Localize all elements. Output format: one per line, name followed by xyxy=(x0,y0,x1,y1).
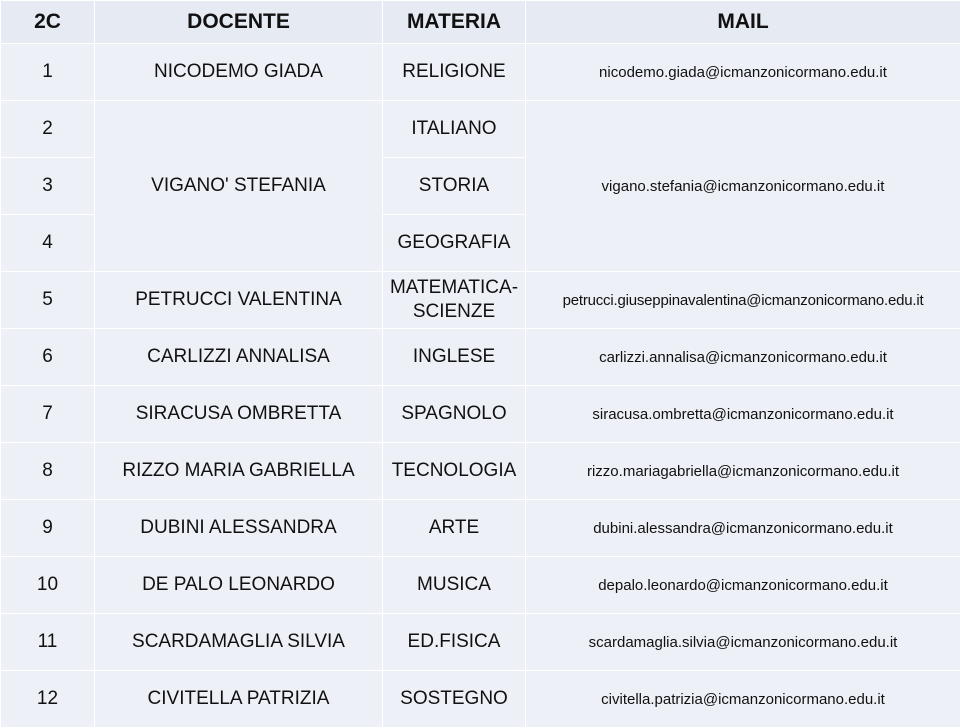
teacher-name: CARLIZZI ANNALISA xyxy=(95,329,383,386)
subject: GEOGRAFIA xyxy=(383,215,526,272)
row-number: 4 xyxy=(1,215,95,272)
subject: MATEMATICA- SCIENZE xyxy=(383,272,526,329)
subject: ED.FISICA xyxy=(383,614,526,671)
teacher-name: NICODEMO GIADA xyxy=(95,44,383,101)
teacher-name: CIVITELLA PATRIZIA xyxy=(95,671,383,728)
teacher-name: SCARDAMAGLIA SILVIA xyxy=(95,614,383,671)
table-row xyxy=(1,272,960,329)
row-number: 1 xyxy=(1,44,95,101)
table-row xyxy=(1,443,960,500)
email-link[interactable]: rizzo.mariagabriella@icmanzonicormano.edu.it xyxy=(526,443,960,500)
email-link[interactable]: siracusa.ombretta@icmanzonicormano.edu.it xyxy=(526,386,960,443)
table-row xyxy=(1,671,960,728)
row-number: 10 xyxy=(1,557,95,614)
header-class: 2C xyxy=(1,1,95,44)
subject: MUSICA xyxy=(383,557,526,614)
subject: INGLESE xyxy=(383,329,526,386)
header-row xyxy=(1,1,960,44)
header-materia: MATERIA xyxy=(383,1,526,44)
email-link[interactable]: vigano.stefania@icmanzonicormano.edu.it xyxy=(526,101,960,272)
row-number: 5 xyxy=(1,272,95,329)
table-row xyxy=(1,101,960,158)
email-link[interactable]: scardamaglia.silvia@icmanzonicormano.edu.it xyxy=(526,614,960,671)
row-number: 8 xyxy=(1,443,95,500)
row-number: 7 xyxy=(1,386,95,443)
email-link[interactable]: dubini.alessandra@icmanzonicormano.edu.it xyxy=(526,500,960,557)
subject: STORIA xyxy=(383,158,526,215)
teacher-name: PETRUCCI VALENTINA xyxy=(95,272,383,329)
table-row xyxy=(1,500,960,557)
email-link[interactable]: carlizzi.annalisa@icmanzonicormano.edu.it xyxy=(526,329,960,386)
teacher-name: SIRACUSA OMBRETTA xyxy=(95,386,383,443)
subject: SOSTEGNO xyxy=(383,671,526,728)
email-link[interactable]: depalo.leonardo@icmanzonicormano.edu.it xyxy=(526,557,960,614)
subject: RELIGIONE xyxy=(383,44,526,101)
subject: SPAGNOLO xyxy=(383,386,526,443)
header-docente: DOCENTE xyxy=(95,1,383,44)
email-link[interactable]: nicodemo.giada@icmanzonicormano.edu.it xyxy=(526,44,960,101)
row-number: 3 xyxy=(1,158,95,215)
row-number: 6 xyxy=(1,329,95,386)
table-row xyxy=(1,329,960,386)
header-mail: MAIL xyxy=(526,1,960,44)
email-link[interactable]: civitella.patrizia@icmanzonicormano.edu.it xyxy=(526,671,960,728)
table-row xyxy=(1,44,960,101)
table-row xyxy=(1,557,960,614)
row-number: 12 xyxy=(1,671,95,728)
table-row xyxy=(1,614,960,671)
teacher-name: DUBINI ALESSANDRA xyxy=(95,500,383,557)
row-number: 2 xyxy=(1,101,95,158)
row-number: 9 xyxy=(1,500,95,557)
teacher-name: VIGANO' STEFANIA xyxy=(95,101,383,272)
email-link[interactable]: petrucci.giuseppinavalentina@icmanzonicormano.edu.it xyxy=(526,272,960,329)
teacher-name: DE PALO LEONARDO xyxy=(95,557,383,614)
subject: ITALIANO xyxy=(383,101,526,158)
table-row xyxy=(1,386,960,443)
row-number: 11 xyxy=(1,614,95,671)
subject: TECNOLOGIA xyxy=(383,443,526,500)
subject: ARTE xyxy=(383,500,526,557)
teacher-name: RIZZO MARIA GABRIELLA xyxy=(95,443,383,500)
